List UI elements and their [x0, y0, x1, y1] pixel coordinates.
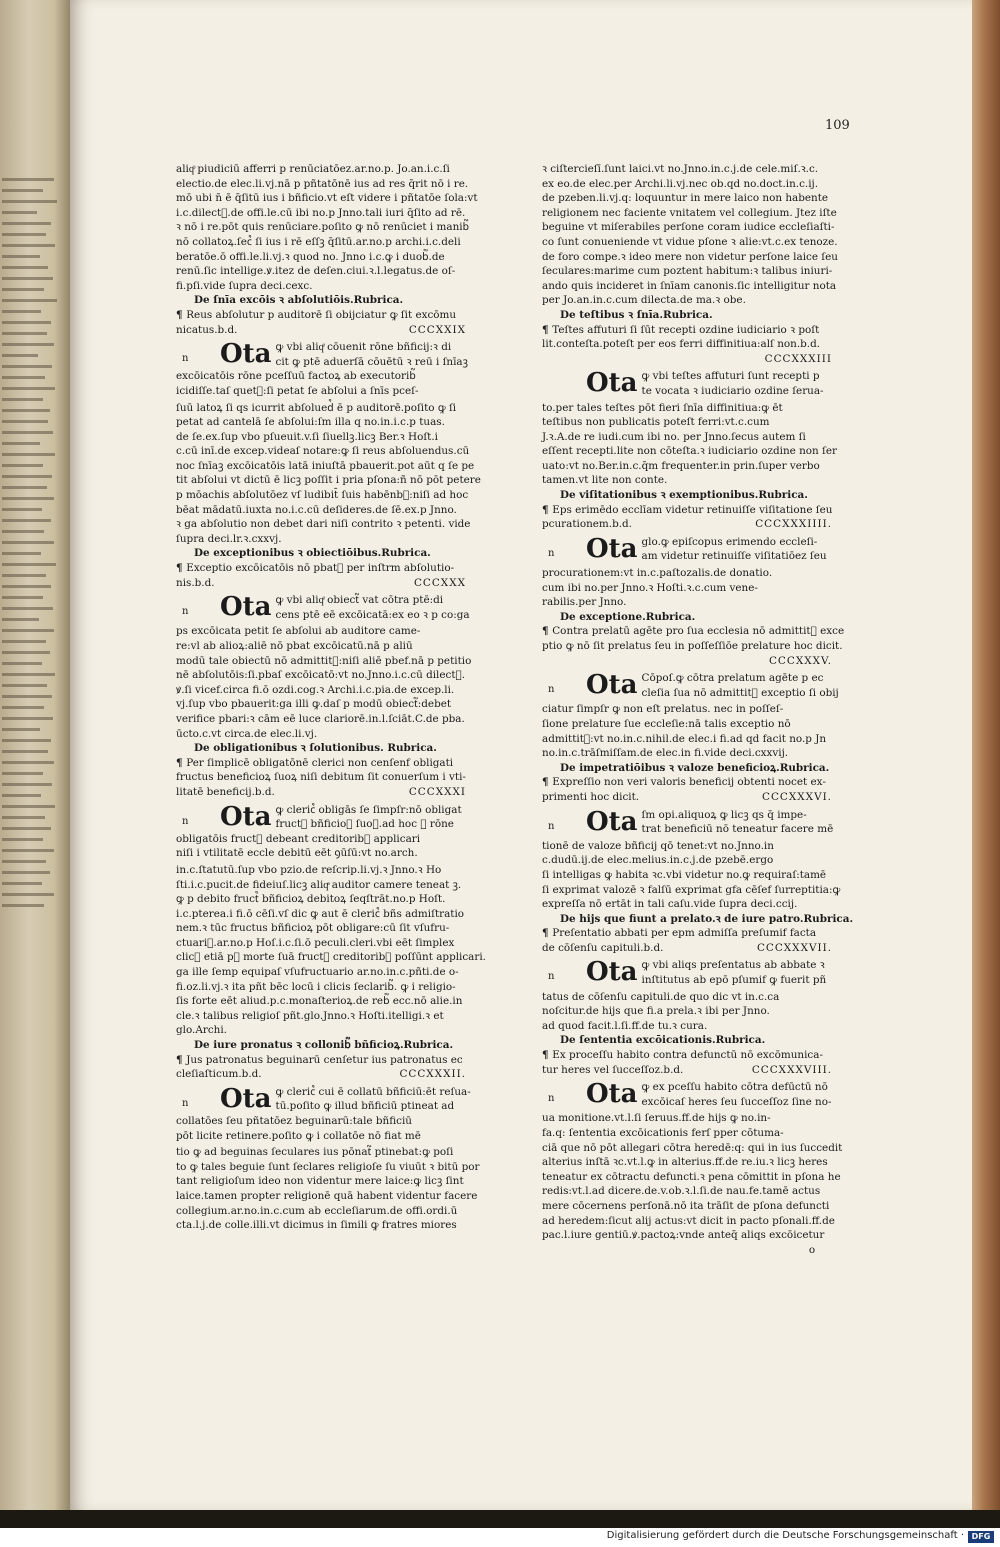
- decision-number-line: [542, 352, 842, 367]
- text-line: cens ptē eē excōicatā:ex eo ꝛ p co:ga: [275, 608, 470, 621]
- text-line: excōicatōis rōne pceſſuū factoꝝ ab executorib᷑: [176, 370, 416, 383]
- margin-signature: n: [548, 971, 555, 983]
- pilcrow-icon: ¶: [542, 927, 553, 940]
- summary-text: Jus patronatus beguinarū cenſetur ius patronatus ec: [186, 1053, 463, 1066]
- section-rubric: De hijs que fiunt a prelato.ꝛ de iure patro.Rubrica.: [560, 912, 854, 925]
- facing-page-line: [2, 541, 54, 544]
- margin-signature: n: [182, 353, 189, 365]
- text-line: mere cōcernens perſonā.nō ita trāſit de pſona defuncti: [542, 1199, 830, 1212]
- facing-page-line: [2, 420, 48, 423]
- decision-number: CCCXXXIII: [764, 352, 832, 365]
- text-line: cta.l.j.de colle.illi.vt dicimus in ſimili ꝙ fratres miores: [176, 1219, 457, 1232]
- text-line: ꝛ nō i re.pōt quis renūciare.poſito ꝙ nō renūciet i manib᷑: [176, 221, 469, 234]
- section-rubric: De impetratiōibus ꝛ valoze beneficioꝝ.Rubrica.: [560, 761, 830, 774]
- decision-number: CCCXXIX: [408, 323, 466, 336]
- facing-page-line: [2, 343, 54, 346]
- dfg-logo: DFG: [968, 1531, 994, 1543]
- decision-number-line: [542, 790, 842, 805]
- text-line: ꝟ.ſi vicef.circa fi.ō ozdi.cog.ꝛ Archi.i.c.pia.de excep.li.: [176, 683, 455, 696]
- summary-line: [542, 1048, 842, 1063]
- initial-letter: Ota: [586, 533, 638, 564]
- text-line: ſeculares:marime cum poztent habitum:ꝛ talibus iniuri-: [542, 265, 833, 278]
- pilcrow-icon: ¶: [542, 503, 553, 516]
- text-line: pōt licite retinere.poſito ꝙ i collatōe nō fiat mē: [176, 1129, 421, 1142]
- text-line: to ꝙ tales beguie ſunt ſeclares religioſe ſu viuūt ꝛ bitū por: [176, 1160, 480, 1173]
- margin-signature: n: [548, 820, 555, 832]
- summary-line: [542, 323, 842, 338]
- text-line: ad heredem:ſicut alij actus:vt dicit in pacto pſonali.ff.de: [542, 1214, 835, 1227]
- facing-page-line: [2, 299, 57, 302]
- left-text-column: [176, 162, 486, 1233]
- text-line: i.c.dilect᷑.de offi.le.cū ibi no.p Jnno.tali iuri q̄ſito ad rē.: [176, 206, 466, 219]
- decision-block: [542, 808, 842, 837]
- text-line: ꝙ cleric᷒ obligās ſe ſimpſr:nō obligat: [275, 803, 462, 816]
- text-line: de ſe.ex.ſup vbo pſueuit.v.ſi ſiuellꝫ.licꝫ Ber.ꝛ Hoſt.i: [176, 430, 438, 443]
- text-line: trat beneficiū nō teneatur facere mē: [641, 823, 834, 836]
- text-line: ad quod facit.l.ſi.ff.de tu.ꝛ cura.: [542, 1019, 708, 1032]
- facing-page-line: [2, 739, 51, 742]
- summary-line: [176, 1053, 476, 1068]
- facing-page-line: [2, 376, 45, 379]
- text-line: ſi exprimat valozē ꝛ falſū exprimat gfa cēſef ſurreptitia:ꝙ: [542, 883, 841, 896]
- text-line: icidiſſe.taſ quet᷑:ſi petat ſe abſolui a ſnīs pceſ-: [176, 384, 419, 397]
- text-line: ꝙ p debito fruct᷒ bñficioꝝ debitoꝝ ſeqſtrāt.no.p Hoſt.: [176, 893, 446, 906]
- facing-page-line: [2, 530, 44, 533]
- facing-page-line: [2, 486, 47, 489]
- summary-text: Eps erimēdo ecclīam videtur retinuiſſe viſitatione ſeu: [552, 503, 833, 516]
- facing-page-line: [2, 871, 50, 874]
- text-line: fructus beneficioꝝ ſuoꝝ niſi debitum ſit conuerſum i vti-: [176, 771, 466, 784]
- text-line: ctuari᷒.ar.no.p Hoſ.i.c.ſi.ō peculi.cleri.vbi eēt ſimplex: [176, 936, 455, 949]
- facing-page-line: [2, 288, 44, 291]
- decision-number: CCCXXX: [413, 576, 466, 589]
- text-line: beguine vt miſerabiles perſone coram iudice eccleſiaſti-: [542, 221, 835, 234]
- decision-number: CCCXXXVII.: [756, 941, 832, 954]
- facing-page-line: [2, 453, 55, 456]
- text-line: fa.q: ſententia excōicationis ferſ pper cōtuma-: [542, 1127, 784, 1139]
- text-line: ꝙ ex pceſſu habito cōtra defūctū nō: [641, 1081, 828, 1094]
- section-rubric: De obligationibus ꝛ ſolutionibus. Rubrica.: [194, 742, 437, 755]
- facing-page-line: [2, 596, 43, 599]
- text-line: ſti.i.c.pucit.de fideiuſ.licꝫ aliqͣ auditor camere teneat ꝫ.: [176, 878, 462, 891]
- text-line: expreſſa nō ertāt in tali caſu.vide ſupra deci.ccij.: [542, 898, 798, 911]
- facing-page-line: [2, 574, 46, 577]
- facing-page-line: [2, 475, 52, 478]
- text-line: collatōes ſeu pñtatōez beguinarū:tale bñficiū: [176, 1115, 412, 1127]
- summary-text: Per ſimplicē obligatōnē clerici non cenſenf obligati: [186, 756, 454, 769]
- facing-page-line: [2, 497, 54, 500]
- text-line: nō collatoꝝ.ſec᷒ ſi ius i rē eſſꝫ q̄ſitū.ar.no.p archi.i.c.deli: [176, 235, 461, 248]
- summary-text: nicatus.b.d.: [176, 323, 238, 336]
- decision-number-line: [176, 785, 476, 800]
- facing-page-line: [2, 563, 56, 566]
- decision-block: [542, 958, 842, 987]
- text-line: pac.l.iure gentiū.ꝟ.pactoꝝ:vnde anteq̄ aliqs excōicetur: [542, 1229, 825, 1242]
- decision-number-line: [542, 1063, 842, 1078]
- facing-page-line: [2, 442, 40, 445]
- text-line: to.per tales teſtes pōt fieri ſnīa diffinitiua:ꝙ ēt: [542, 401, 783, 414]
- text-line: vj.ſup vbo pbauerit:ga illi ꝙ.daſ p modū obiect᷑:debet: [176, 698, 452, 711]
- section-rubric: De ſententia excōicationis.Rubrica.: [560, 1034, 766, 1047]
- pilcrow-icon: ¶: [176, 756, 187, 769]
- pilcrow-icon: ¶: [176, 308, 187, 321]
- text-line: co ſunt conueniende vt vidue pſone ꝛ alie:vt.c.ex tenoze.: [542, 235, 838, 248]
- text-line: alterius inſtā ꝛc.vt.l.ꝙ in alterius.ff.de re.iu.ꝛ licꝫ heres: [542, 1156, 828, 1169]
- summary-line: [176, 756, 476, 771]
- text-line: cleſia ſua nō admittit᷑ exceptio ſi obij: [641, 686, 839, 699]
- text-line: fi.pſi.vide ſupra deci.cexc.: [176, 279, 313, 292]
- facing-page-line: [2, 673, 55, 676]
- text-line: fruct᷒ bñficioꝝ ſuoꝝ.ad hoc ꝙ rōne: [275, 818, 454, 831]
- decision-number: CCCXXXI: [408, 785, 466, 798]
- text-line: c.dudū.ij.de elec.melius.in.c.j.de pzebē.ergo: [542, 854, 774, 867]
- facing-page-edge: [0, 0, 72, 1510]
- facing-page-line: [2, 244, 55, 247]
- summary-text: Expreſſio non veri valoris beneficij obtenti nocet ex-: [552, 776, 826, 789]
- text-line: tatus de cōſenſu capituli.de quo dic vt in.c.ca: [542, 990, 780, 1003]
- text-line: procurationem:vt in.c.paſtozalis.de donatio.: [542, 567, 773, 580]
- facing-page-line: [2, 662, 42, 665]
- decision-number-line: [542, 654, 842, 669]
- facing-page-line: [2, 893, 54, 896]
- text-line: collegium.ar.no.in.c.cum ab eccleſiarum.de offi.ordi.ū: [176, 1204, 458, 1217]
- text-line: de pzeben.li.vj.q: loquuntur in mere laico non habente: [542, 192, 829, 205]
- facing-page-line: [2, 860, 46, 863]
- text-line: ꝛ ga abſolutio non debet dari niſi contrito ꝛ petenti. vide: [176, 518, 471, 531]
- facing-page-line: [2, 706, 44, 709]
- text-line: uato:vt no.Ber.in.c.q̄m frequenter.in prin.ſuper verbo: [542, 459, 820, 472]
- pilcrow-icon: ¶: [542, 1049, 553, 1062]
- facing-page-line: [2, 651, 50, 654]
- initial-letter: Ota: [220, 801, 272, 832]
- text-line: inſtitutus ab epō pſumif ꝙ fuerit pñ: [641, 974, 827, 987]
- summary-text: cleſiaſticum.b.d.: [176, 1068, 262, 1081]
- facing-page-line: [2, 750, 48, 753]
- facing-page-line: [2, 882, 42, 885]
- summary-line: [176, 561, 476, 576]
- text-line: de foro compe.ꝛ ideo mere non videtur perſone laice ſeu: [542, 250, 838, 263]
- text-line: tit abſolui vt dictū ē licꝫ poſſit i pria pſona:ñ nō pōt petere: [176, 474, 481, 487]
- section-rubric: De viſitationibus ꝛ exemptionibus.Rubrica.: [560, 489, 808, 502]
- facing-page-line: [2, 277, 53, 280]
- facing-page-line: [2, 409, 50, 412]
- pilcrow-icon: ¶: [176, 1053, 187, 1066]
- text-line: beratōe.ō offi.le.li.vj.ꝛ quod no. Jnno i.c.ꝙ i duob᷑.de: [176, 250, 445, 263]
- section-rubric: De ſnīa excōis ꝛ abſolutiōis.Rubrica.: [194, 294, 404, 307]
- initial-letter: Ota: [586, 368, 638, 399]
- facing-page-line: [2, 904, 44, 907]
- initial-letter: Ota: [586, 670, 638, 701]
- initial-letter: Ota: [220, 592, 272, 623]
- margin-signature: n: [548, 684, 555, 696]
- text-line: admittit᷑:vt no.in.c.nihil.de elec.i fi.ad qd facit no.p Jn: [542, 732, 827, 745]
- text-line: fi.oz.li.vj.ꝛ ita pñt bēc locū i clicis ſeclarib᷑. ꝙ i religio-: [176, 980, 456, 993]
- decision-block: [176, 340, 476, 398]
- scan-background: [0, 1510, 1000, 1528]
- initial-letter: Ota: [220, 1083, 272, 1114]
- decision-block: [542, 671, 842, 700]
- facing-page-line: [2, 365, 52, 368]
- facing-page-line: [2, 772, 43, 775]
- facing-page-line: [2, 629, 54, 632]
- summary-text: pcurationem.b.d.: [542, 518, 632, 531]
- summary-text: Ex proceſſu habito contra defunctū nō excōmunica-: [552, 1049, 823, 1062]
- summary-text: de cōſenſu capituli.b.d.: [542, 941, 664, 954]
- initial-letter: Ota: [586, 1079, 638, 1110]
- text-line: tant religioſum ideo non videntur mere laice:ꝙ licꝫ ſint: [176, 1175, 464, 1188]
- text-line: niſi i vtilitatē eccle debitū eēt ꝯūſū:vt no.arch.: [176, 847, 418, 860]
- text-line: aliqͦ piudiciū afferri p renūciatōez.ar.no.p. Jo.an.i.c.ſi: [176, 163, 450, 175]
- decision-number: CCCXXXIIII.: [755, 518, 832, 531]
- text-line: ptio ꝙ nō ſit prelatus ſeu in poſſeſſiōe prelature hoc dicit.: [542, 640, 843, 652]
- folio-number: 109: [825, 118, 850, 133]
- facing-page-line: [2, 387, 55, 390]
- text-line: te vocata ꝛ iudiciario ozdine ſerua-: [641, 384, 824, 397]
- text-line: nem.ꝛ tūc fructus bñficioꝝ pōt obligare:cū ſit vſufru-: [176, 922, 450, 935]
- facing-page-line: [2, 200, 57, 203]
- text-line: verifice pbari:ꝛ cām eē luce clariorē.in.l.ſciāt.C.de pba.: [176, 712, 465, 725]
- summary-text: nis.b.d.: [176, 576, 215, 589]
- text-line: ex eo.de elec.per Archi.li.vj.nec ob.qd no.doct.in.c.ij.: [542, 177, 819, 190]
- decision-block: [542, 535, 842, 564]
- text-line: ſupra deci.lr.ꝛ.cxxvj.: [176, 532, 282, 545]
- text-line: am videtur retinuiſſe viſitatiōez ſeu: [641, 550, 827, 563]
- text-line: redis:vt.l.ad dicere.de.v.ob.ꝛ.l.ſi.de nau.fe.tamē actus: [542, 1185, 821, 1198]
- text-line: p mōachis abſolutōez vſ ludibit̄ ſuis habēnb᷑:niſi ad hoc: [176, 489, 469, 502]
- summary-text: litatē beneficij.b.d.: [176, 785, 275, 798]
- text-line: noc ſnīaꝫ excōicatōis latā iniuſtā pbauerit.pot aūt q ſe pe: [176, 459, 475, 472]
- text-line: J.ꝛ.A.de re iudi.cum ibi no. per Jnno.ſecus autem ſi: [542, 430, 806, 443]
- pilcrow-icon: ¶: [542, 625, 553, 638]
- text-line: per Jo.an.in.c.cum dilecta.de ma.ꝛ obe.: [542, 294, 746, 307]
- facing-page-line: [2, 189, 43, 192]
- text-line: teſtibus non publicatis poteſt ferri:vt.c.cum: [542, 416, 770, 429]
- pilcrow-icon: ¶: [542, 776, 553, 789]
- facing-page-line: [2, 552, 41, 555]
- text-line: ſuū latoꝝ ſi qs icurrit abſolued᷒ ē p auditorē.poſito ꝙ ſi: [176, 401, 457, 414]
- text-line: tionē de valoze bñficij qō tenet:vt no.Jnno.in: [542, 839, 774, 852]
- book-fore-edge: [972, 0, 1000, 1510]
- facing-page-text: [2, 170, 60, 915]
- facing-page-line: [2, 816, 45, 819]
- text-line: petat ad cantelā ſe abſolui:ſm illa q no.in.i.c.p tuas.: [176, 416, 445, 429]
- facing-page-line: [2, 849, 54, 852]
- text-line: c.cū inī.de excep.videaſ notare:ꝙ ſi reus abſoluendus.cū: [176, 445, 470, 458]
- text-line: ūcto.c.vt circa.de elec.li.vj.: [176, 727, 318, 740]
- text-line: renū.ſic intellige.ꝟ.itez de deſen.ciui.ꝛ.l.legatus.de oſ-: [176, 265, 456, 278]
- summary-text: primenti hoc dicit.: [542, 790, 640, 803]
- text-line: noſcitur.de hijs que fi.a prela.ꝛ ibi per Jnno.: [542, 1005, 770, 1018]
- text-line: i.c.pterea.i fi.ō cēſi.vſ dic ꝙ aut ē cleric᷒ bñs admiſtratio: [176, 907, 465, 920]
- facing-page-line: [2, 354, 38, 357]
- decision-block: [176, 1085, 476, 1143]
- summary-text: Preſentatio abbati per epm admiſſa preſumif facta: [552, 927, 817, 940]
- decision-number: CCCXXXVIII.: [751, 1063, 832, 1076]
- text-line: ua monitione.vt.l.ſi ſeruus.ff.de hijs ꝙ no.in-: [542, 1112, 771, 1125]
- facing-page-line: [2, 233, 46, 236]
- summary-text: Contra prelatū agēte pro ſua ecclesia nō admittit᷑ exce: [552, 625, 845, 638]
- initial-letter: Ota: [586, 957, 638, 988]
- margin-signature: n: [548, 1093, 555, 1105]
- decision-number: CCCXXXVI.: [762, 790, 832, 803]
- text-line: lit.conteſta.poteſt per eos ferri diffinitiua:alſ non.b.d.: [542, 338, 821, 351]
- text-line: Cōpoſ.ꝙ cōtra prelatum agēte p ec: [641, 672, 824, 685]
- text-line: rabilis.per Jnno.: [542, 596, 627, 609]
- facing-page-line: [2, 519, 51, 522]
- summary-text: Reus abſolutur p auditorē ſi obijciatur ꝙ ſit excōmu: [186, 308, 457, 321]
- text-line: bēat mādatū.iuxta no.i.c.cū deſideres.de ſē.ex.p Jnno.: [176, 503, 457, 516]
- text-line: electio.de elec.li.vj.nā p pñtatōnē ius ad res q̄rit nō i re.: [176, 177, 469, 190]
- summary-line: [542, 775, 842, 790]
- facing-page-line: [2, 266, 48, 269]
- facing-page-line: [2, 684, 47, 687]
- facing-page-line: [2, 255, 40, 258]
- facing-page-line: [2, 211, 37, 214]
- facing-page-line: [2, 794, 41, 797]
- facing-page-line: [2, 310, 41, 313]
- margin-signature: n: [182, 606, 189, 618]
- margin-signature: n: [548, 547, 555, 559]
- text-line: mō ubi n̄ ē q̄ſitū ius i bñficio.vt eſt videre i pñtatōe ſola:vt: [176, 192, 478, 205]
- text-line: ga ille ſemp equipaſ vſufructuario ar.no.in.c.pñti.de o-: [176, 966, 459, 979]
- facing-page-line: [2, 728, 40, 731]
- decision-block: [176, 593, 476, 622]
- text-line: ꝙ vbi teſtes affuturi ſunt recepti p: [641, 370, 820, 383]
- text-line: ꝙ vbi aliqͤ cōuenit rōne bñficij:ꝛ di: [275, 341, 452, 354]
- text-line: ꝙ cleric᷒ cui ē collatū bñficiū:ēt reſua-: [275, 1085, 471, 1098]
- text-line: tio ꝙ ad beguinas ſeculares ius pōnat᷑ ptinebat:ꝙ poſi: [176, 1146, 454, 1159]
- summary-line: [176, 308, 476, 323]
- facing-page-line: [2, 805, 55, 808]
- book-page: [70, 0, 975, 1510]
- text-line: nē abſolutōis:ſi.pbaſ excōicatō:vt no.Jnno.i.c.cū dilect᷑.: [176, 669, 466, 682]
- decision-number-line: [542, 517, 842, 532]
- digitization-footer: [0, 1528, 1000, 1547]
- text-line: excōicaſ heres ſeu ſucceſſoz ſine no-: [641, 1095, 832, 1108]
- text-line: in.c.ſtatutū.ſup vbo pzio.de reſcrip.li.vj.ꝛ Jnno.ꝛ Ho: [176, 863, 442, 876]
- text-line: tū.poſito ꝙ illud bñficiū ptineat ad: [275, 1100, 455, 1113]
- facing-page-line: [2, 178, 54, 181]
- summary-line: [542, 926, 842, 941]
- decision-number-line: [176, 323, 476, 338]
- text-line: ciā que nō pōt allegari cōtra heredē:q: qui in ius ſuccedit: [542, 1141, 843, 1154]
- facing-page-line: [2, 222, 51, 225]
- digitization-credit: Digitalisierung gefördert durch die Deutsche Forschungsgemeinschaft ·: [606, 1530, 964, 1541]
- facing-page-line: [2, 695, 52, 698]
- text-line: glo.ꝙ epiſcopus erimendo eccleſi-: [641, 535, 818, 548]
- text-line: ps excōicata petit ſe abſolui ab auditore came-: [176, 625, 421, 638]
- text-line: ꝙ vbi aliqͤ obiect᷑ vat cōtra ptē:di: [275, 594, 444, 607]
- facing-page-line: [2, 717, 53, 720]
- text-line: ſi intelligas ꝙ habita ꝛc.vbi videtur no.ꝙ requiraſ:tamē: [542, 868, 827, 881]
- text-line: religionem nec faciente vnitatem vel collegium. Jtez iſte: [542, 206, 837, 219]
- text-line: cum ibi no.per Jnno.ꝛ Hoſti.ꝛ.c.cum vene-: [542, 581, 758, 594]
- margin-signature: n: [182, 1097, 189, 1109]
- decision-block: [542, 1080, 842, 1109]
- facing-page-line: [2, 838, 43, 841]
- facing-page-line: [2, 761, 54, 764]
- text-line: modū tale obiectū nō admittit᷑:niſi aliē pbef.nā p petitio: [176, 654, 472, 667]
- facing-page-line: [2, 464, 43, 467]
- decision-number-line: [176, 576, 476, 591]
- section-rubric: De teſtibus ꝛ ſnīa.Rubrica.: [560, 308, 713, 321]
- pilcrow-icon: ¶: [542, 323, 553, 336]
- facing-page-line: [2, 431, 53, 434]
- text-line: no.in.c.trāſmiſſam.de elec.in fi.vide deci.cxxvij.: [542, 747, 789, 760]
- decision-number: CCCXXXII.: [399, 1068, 466, 1081]
- facing-page-line: [2, 640, 46, 643]
- margin-signature: n: [182, 815, 189, 827]
- summary-text: Exceptio excōicatōis nō pbat᷑ per inſtrm abſolutio-: [186, 562, 455, 575]
- facing-page-line: [2, 508, 42, 511]
- summary-line: [542, 503, 842, 518]
- text-line: ſm opi.aliquoꝝ ꝙ licꝫ qs q̄ impe-: [641, 808, 807, 821]
- section-rubric: De exceptione.Rubrica.: [560, 610, 696, 623]
- facing-page-line: [2, 607, 53, 610]
- text-line: obligatōis fruct᷒ debeant creditorib᷑ applicari: [176, 832, 421, 845]
- decision-block: [542, 369, 842, 398]
- text-line: clic᷒ etiā p᷒ morte ſuā fruct᷒ creditorib᷑ poſſūnt applicari.: [176, 951, 486, 964]
- section-rubric: De iure pronatus ꝛ collonib᷑ bñficioꝝ.Rubrica.: [194, 1039, 454, 1052]
- facing-page-line: [2, 585, 51, 588]
- text-line: ando quis incideret in ſnīam canonis.ſic intelligitur nota: [542, 279, 837, 292]
- pilcrow-icon: ¶: [176, 562, 187, 575]
- section-rubric: De exceptionibus ꝛ obiectiōibus.Rubrica.: [194, 547, 431, 560]
- text-line: laice.tamen propter religionē quā habent videntur facere: [176, 1189, 478, 1202]
- text-line: ꝙ vbi aliqs preſentatus ab abbate ꝛ: [641, 959, 825, 972]
- decision-number: CCCXXXV.: [768, 654, 832, 667]
- text-line: glo.Archi.: [176, 1024, 227, 1037]
- text-line: ſis forte eēt aliud.p.c.monaſterioꝝ.de reb᷑ ecc.nō alie.in: [176, 995, 463, 1008]
- summary-text: Teſtes affuturi ſi ſūt recepti ozdine iudiciario ꝛ poſt: [552, 323, 820, 336]
- text-line: cit ꝙ ptē aduerſā cōuētū ꝛ reū i ſnīaꝫ: [275, 355, 468, 368]
- text-line: cle.ꝛ talibus religioſ pñt.glo.Jnno.ꝛ Hoſti.itelligi.ꝛ et: [176, 1009, 444, 1022]
- decision-block: [176, 803, 476, 861]
- decision-number-line: [176, 1067, 476, 1082]
- summary-line: [542, 624, 845, 639]
- decision-number-line: [542, 941, 842, 956]
- facing-page-line: [2, 332, 47, 335]
- text-line: ciatur ſimpſr ꝙ non eſt prelatus. nec in poſſeſ-: [542, 703, 784, 716]
- text-line: teneatur ex cōtractu defuncti.ꝛ pena cōmittit in pſona he: [542, 1170, 841, 1183]
- right-text-column: [542, 162, 854, 1257]
- summary-text: tur heres vel ſucceſſoz.b.d.: [542, 1063, 684, 1076]
- text-line: tamen.vt lite non conte.: [542, 474, 668, 487]
- initial-letter: Ota: [220, 339, 272, 370]
- text-line: ſione prelature ſue eccleſie:nā talis exceptio nō: [542, 717, 791, 730]
- facing-page-line: [2, 398, 43, 401]
- text-line: ꝛ ciſtercieſī.ſunt laici.vt no.Jnno.in.c.j.de cele.miſ.ꝛ.c.: [542, 163, 819, 175]
- text-line: re:vl ab alioꝝ:aliē nō pbat excōicatū.nā p aliū: [176, 640, 413, 652]
- facing-page-line: [2, 618, 39, 621]
- initial-letter: Ota: [586, 806, 638, 837]
- facing-page-line: [2, 783, 52, 786]
- facing-page-line: [2, 321, 51, 324]
- text-line: eſſent recepti.lite non cōteſta.ꝛ iudiciario ozdine non ſer: [542, 445, 837, 458]
- facing-page-line: [2, 827, 51, 830]
- signature-mark: o: [808, 1243, 816, 1256]
